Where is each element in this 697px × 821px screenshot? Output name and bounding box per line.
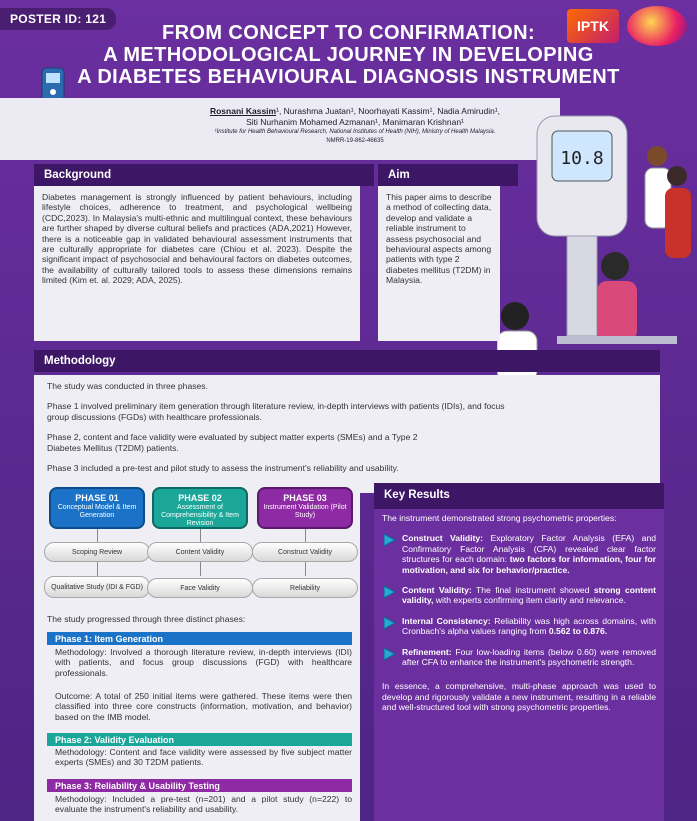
kr-text: Exploratory Factor Analysis (EFA) and Confirmatory Factor Analysis (CFA) revealed clear factor structures for each domain: xyxy=(402,533,657,565)
phase-01-title: PHASE 01 xyxy=(75,493,119,503)
kr-lead: Internal Consistency: xyxy=(402,615,491,626)
nmrr-number: NMRR-19-862-46635 xyxy=(326,138,384,144)
aim-heading: Aim xyxy=(378,164,518,186)
kr-text: Four low-loading items (below 0.60) were removed after CFA to enhance the instrument's psychometric strength. xyxy=(402,646,656,668)
kr-tail: with experts confirming item clarity and relevance. xyxy=(433,595,626,606)
phase-03-subtitle: Instrument Validation (Pilot Study) xyxy=(263,504,347,519)
kr-lead: Content Validity: xyxy=(402,585,472,596)
poster-title xyxy=(0,22,697,88)
phase-02-box xyxy=(152,487,248,529)
kr-text: Reliability was high across domains, with Cronbach's alpha values ranging from xyxy=(402,615,656,637)
key-result-text xyxy=(402,647,656,668)
key-results-box xyxy=(374,483,664,821)
phase-1-outcome: Outcome: A total of 250 initial items were gathered. These items were then classified into three core constructs (information, motivation, and behavior) based on the IMB model. xyxy=(55,691,352,722)
phase-3-heading: Phase 3: Reliability & Usability Testing xyxy=(47,779,352,792)
progress-intro: The study progressed through three distinct phases: xyxy=(47,614,246,624)
pill-construct-validity: Construct Validity xyxy=(252,542,358,562)
methodology-p1: The study was conducted in three phases. xyxy=(47,381,208,391)
key-result-item xyxy=(382,585,656,606)
background-box xyxy=(34,186,360,341)
methodology-p4: Phase 3 included a pre-test and pilot study to assess the instrument's reliability and usability. xyxy=(47,463,399,474)
arrow-icon xyxy=(382,616,396,630)
title-line-3: A DIABETES BEHAVIOURAL DIAGNOSIS INSTRUMENT xyxy=(77,66,620,88)
phase-03-title: PHASE 03 xyxy=(283,493,327,503)
arrow-icon xyxy=(382,647,396,661)
author-list-2: Siti Nurhanim Mohamed Azmanan¹, Manimaran Krishnan¹ xyxy=(246,117,464,127)
methodology-heading: Methodology xyxy=(34,350,660,372)
arrow-icon xyxy=(382,585,396,599)
title-line-2: A METHODOLOGICAL JOURNEY IN DEVELOPING xyxy=(103,44,594,66)
key-result-text xyxy=(402,585,656,606)
background-text: Diabetes management is strongly influenced by patient behaviours, including lifestyle choices, adherence to treatment, and psychological wellbeing (CDC,2023). In Malaysia's multi-ethnic and multilingual context, these behaviours are further shaped by diverse cultural beliefs and practices (ADA,2021) However, there is a noticeable gap in validated behavioural assessment instruments that are culturally appropriate for diabetes care (Chiou et al. 2023). Despite the significant impact of psychosocial and behavioural factors on diabetes outcomes, the availability of culturally tailored tools to assess these dimensions remains limited (Kim et. al. 2029; ADA, 2025). xyxy=(42,192,352,286)
kr-lead: Refinement: xyxy=(402,646,452,657)
title-line-1: FROM CONCEPT TO CONFIRMATION: xyxy=(161,22,536,44)
phase-2-method: Methodology: Content and face validity were assessed by five subject matter experts (SMEs) and 30 T2DM patients. xyxy=(55,747,352,768)
methodology-p3: Phase 2, content and face validity were evaluated by subject matter experts (SMEs) and a Type 2 Diabetes Mellitus (T2DM) patients. xyxy=(47,432,418,453)
phase-2-heading: Phase 2: Validity Evaluation xyxy=(47,733,352,746)
phase-3-method: Methodology: Included a pre-test (n=201) and a pilot study (n=222) to evaluate the instrument's reliability and usability. xyxy=(55,794,352,815)
connector-line xyxy=(200,562,201,576)
connector-line xyxy=(305,562,306,576)
background-heading: Background xyxy=(34,164,374,186)
key-result-text xyxy=(402,533,656,575)
phase-03-box xyxy=(257,487,353,529)
methodology-p2: Phase 1 involved preliminary item generation through literature review, in-depth interviews with patients (IDIs), and focus group discussions (FGDs) with healthcare professionals. xyxy=(47,401,505,422)
connector-line xyxy=(305,529,306,543)
key-result-item xyxy=(382,616,656,637)
phase-02-title: PHASE 02 xyxy=(178,493,222,503)
authors-block xyxy=(155,106,555,146)
phase-1-heading: Phase 1: Item Generation xyxy=(47,632,352,645)
methodology-box xyxy=(34,375,660,493)
aim-text: This paper aims to describe a method of collecting data, develop and validate a reliable instrument to assess psychosocial and behavioural aspects among patients with type 2 diabetes mellitus (T2DM) in Malaysia. xyxy=(386,192,492,286)
kr-bold: two factors for information, four for motivation, and six for behavior/practice. xyxy=(402,554,657,575)
author-list-1: ¹, Nurashma Juatan¹, Noorhayati Kassim¹, Nadia Amirudin¹, xyxy=(276,106,501,116)
phase-01-subtitle: Conceptual Model & Item Generation xyxy=(57,504,137,519)
kr-text: The final instrument showed xyxy=(471,585,594,596)
pill-reliability: Reliability xyxy=(252,578,358,598)
aim-box xyxy=(378,186,500,341)
key-results-heading: Key Results xyxy=(374,483,664,509)
key-results-content xyxy=(382,513,656,713)
arrow-icon xyxy=(382,533,396,547)
meter-reading: 10.8 xyxy=(560,148,604,169)
kr-bold: strong content validity, xyxy=(402,585,656,606)
pill-content-validity: Content Validity xyxy=(147,542,253,562)
phase-02-subtitle: Assessment of Comprehensibility & Item Revision xyxy=(161,504,239,527)
pill-face-validity: Face Validity xyxy=(147,578,253,598)
kr-lead: Construct Validity: xyxy=(402,533,484,544)
phase-01-box xyxy=(49,487,145,529)
connector-line xyxy=(97,529,98,543)
affiliation: ¹Institute for Health Behavioural Research, National Institutes of Health (NIH), Ministry of Health Malaysia. xyxy=(214,129,496,135)
iptk-logo: IPTK xyxy=(567,9,619,43)
key-results-intro: The instrument demonstrated strong psychometric properties: xyxy=(382,513,617,523)
poster-id-tag: POSTER ID: 121 xyxy=(0,8,116,30)
connector-line xyxy=(97,562,98,576)
lead-author: Rosnani Kassim xyxy=(209,106,277,116)
kr-bold: 0.562 to 0.876. xyxy=(548,626,608,637)
key-result-item xyxy=(382,533,656,575)
key-results-conclusion: In essence, a comprehensive, multi-phase approach was used to develop and rigorously validate a new instrument, resulting in a reliable and well-structured tool with strong psychometric properties. xyxy=(382,681,656,713)
key-result-item xyxy=(382,647,656,668)
phase-1-method: Methodology: Involved a thorough literature review, in-depth interviews (IDI) with patients, and focus group discussions (FGD) with healthcare professionals. xyxy=(55,647,352,678)
pill-qualitative-study: Qualitative Study (IDI & FGD) xyxy=(44,576,150,598)
key-result-text xyxy=(402,616,656,637)
connector-line xyxy=(200,529,201,543)
pill-scoping-review: Scoping Review xyxy=(44,542,150,562)
